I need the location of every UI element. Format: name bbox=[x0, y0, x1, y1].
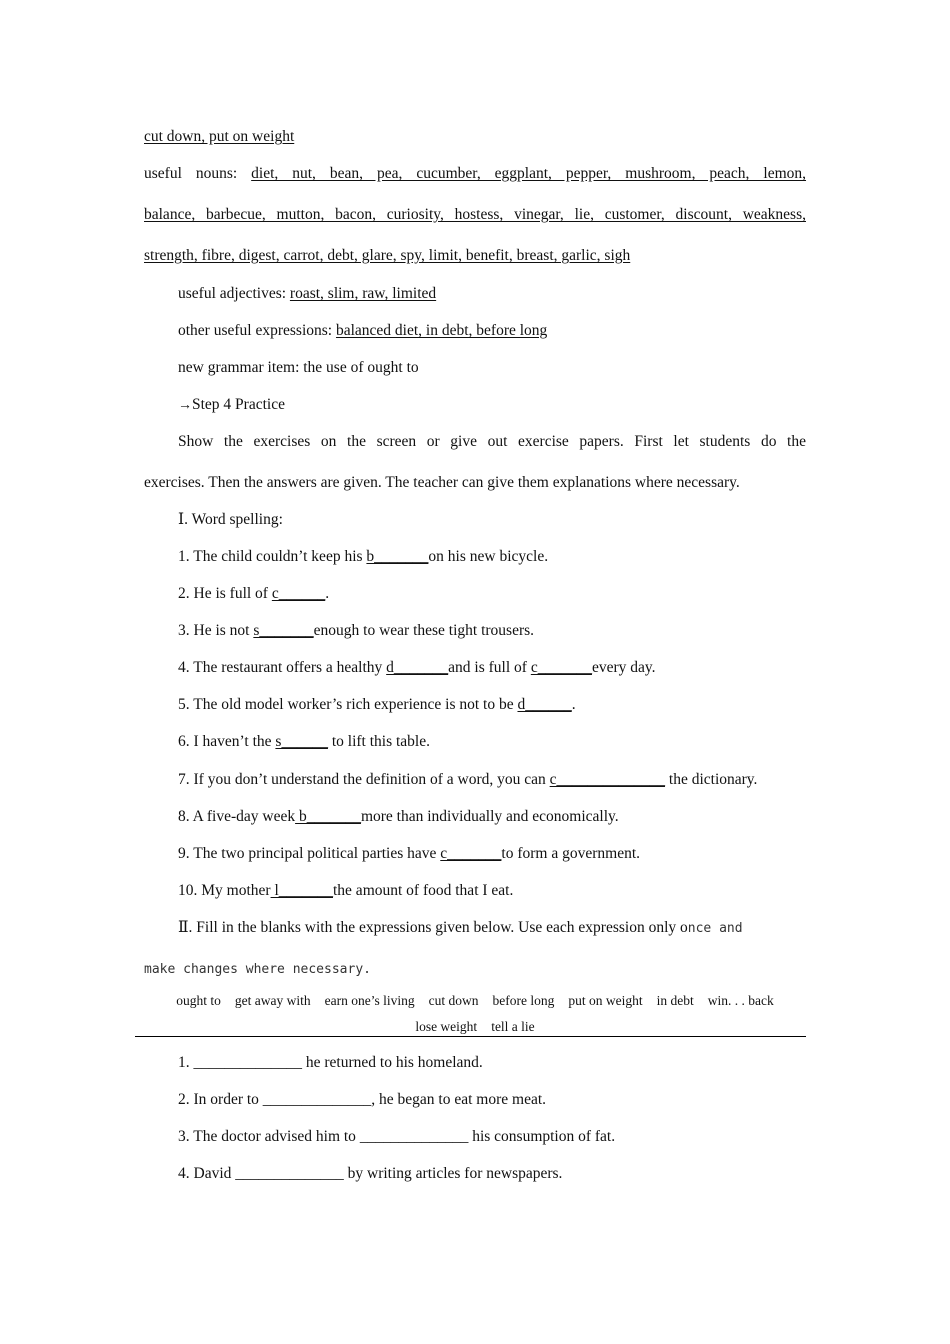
item-text: 4. David bbox=[178, 1165, 236, 1182]
item-text: . bbox=[571, 696, 576, 713]
item-text: , he began to eat more meat. bbox=[371, 1091, 547, 1108]
item-text: 7. If you don’t understand the definition of a word, you can bbox=[178, 771, 550, 788]
expression-option: in debt bbox=[656, 993, 694, 1008]
expression-option: cut down bbox=[428, 993, 479, 1008]
nouns-list-2: balance, barbecue, mutton, bacon, curiosity, hostess, vinegar, lie, customer, discount, weakness, bbox=[144, 206, 806, 223]
item-text: and is full of bbox=[448, 659, 531, 676]
item-text: 9. The two principal political parties have bbox=[178, 845, 441, 862]
arrow-icon: → bbox=[178, 398, 192, 413]
section2-heading-line2: make changes where necessary. bbox=[144, 962, 371, 977]
exercise-item-7 bbox=[178, 770, 757, 790]
nouns-list-1: diet, nut, bean, pea, cucumber, eggplant, pepper, mushroom, peach, lemon, bbox=[251, 165, 807, 182]
step-title: Step 4 Practice bbox=[192, 396, 285, 413]
item-text: the amount of food that I eat. bbox=[333, 882, 514, 899]
item-text: . bbox=[325, 585, 330, 602]
fill-item-2 bbox=[178, 1090, 546, 1110]
exercise-item-1 bbox=[178, 547, 548, 567]
item-text: 6. I haven’t the bbox=[178, 733, 276, 750]
expression-option: win. . . back bbox=[707, 993, 774, 1008]
answer-blank: d______ bbox=[517, 696, 572, 713]
item-text: 8. A five-day week bbox=[178, 808, 296, 825]
exercise-item-8 bbox=[178, 807, 619, 827]
adjectives-label: useful adjectives: bbox=[178, 285, 290, 302]
answer-blank: s_______ bbox=[253, 622, 314, 639]
expression-option: lose weight bbox=[415, 1019, 478, 1034]
exercise-item-4 bbox=[178, 658, 656, 678]
item-text: more than individually and economically. bbox=[360, 808, 619, 825]
nouns-list-3: strength, fibre, digest, carrot, debt, glare, spy, limit, benefit, breast, garlic, sigh bbox=[144, 247, 631, 264]
heading-text-mono: nce and bbox=[687, 921, 743, 936]
item-text: 4. The restaurant offers a healthy bbox=[178, 659, 387, 676]
item-text: to form a government. bbox=[501, 845, 641, 862]
answer-blank: ______________ bbox=[193, 1054, 302, 1071]
item-text: to lift this table. bbox=[327, 733, 430, 750]
answer-blank: c______________ bbox=[549, 771, 666, 788]
fill-item-4 bbox=[178, 1164, 562, 1184]
item-text: he returned to his homeland. bbox=[302, 1054, 483, 1071]
answer-blank: s______ bbox=[275, 733, 328, 750]
answer-blank: c_______ bbox=[530, 659, 592, 676]
answer-blank: d_______ bbox=[386, 659, 449, 676]
step-paragraph-line1: Show the exercises on the screen or give out exercise papers. First let students do the bbox=[178, 433, 806, 450]
heading-text: Ⅱ. Fill in the blanks with the expressions given below. Use each expression only o bbox=[178, 919, 688, 936]
item-text: 1. The child couldn’t keep his bbox=[178, 548, 367, 565]
item-text: 2. In order to bbox=[178, 1091, 263, 1108]
exercise-item-10 bbox=[178, 881, 513, 901]
item-text: enough to wear these tight trousers. bbox=[313, 622, 535, 639]
exercise-item-2 bbox=[178, 584, 329, 604]
useful-nouns-line1 bbox=[144, 164, 806, 184]
item-text: 5. The old model worker’s rich experience is not to be bbox=[178, 696, 518, 713]
expressions-label: other useful expressions: bbox=[178, 322, 336, 339]
answer-blank: b_______ bbox=[366, 548, 429, 565]
grammar-item: new grammar item: the use of ought to bbox=[178, 359, 419, 376]
answer-blank: c______ bbox=[271, 585, 326, 602]
expression-option: before long bbox=[492, 993, 555, 1008]
step-paragraph-line2: exercises. Then the answers are given. The teacher can give them explanations where necessary. bbox=[144, 474, 740, 491]
expression-option: ought to bbox=[176, 993, 221, 1008]
expression-box-row2 bbox=[144, 1018, 806, 1036]
answer-blank: ______________ bbox=[235, 1165, 344, 1182]
expression-option: earn one’s living bbox=[324, 993, 415, 1008]
answer-blank: ______________ bbox=[359, 1128, 469, 1145]
adjectives-list: roast, slim, raw, limited bbox=[289, 285, 437, 302]
useful-adjectives bbox=[178, 284, 436, 304]
section1-heading: Ⅰ. Word spelling: bbox=[178, 511, 283, 528]
exercise-item-6 bbox=[178, 732, 430, 752]
exercise-item-9 bbox=[178, 844, 640, 864]
expression-option: get away with bbox=[234, 993, 311, 1008]
fill-item-1 bbox=[178, 1053, 483, 1073]
fill-item-3 bbox=[178, 1127, 615, 1147]
expression-box-row1 bbox=[144, 992, 806, 1010]
item-text: 2. He is full of bbox=[178, 585, 272, 602]
exercise-item-3 bbox=[178, 621, 534, 641]
item-text: 3. The doctor advised him to bbox=[178, 1128, 360, 1145]
item-text: by writing articles for newspapers. bbox=[343, 1165, 563, 1182]
step-heading bbox=[178, 395, 285, 416]
item-text: the dictionary. bbox=[665, 771, 758, 788]
section2-heading bbox=[178, 918, 743, 939]
exercise-item-5 bbox=[178, 695, 576, 715]
nouns-label: useful nouns: bbox=[144, 165, 252, 182]
useful-expressions bbox=[178, 321, 547, 341]
item-text: 3. He is not bbox=[178, 622, 254, 639]
expressions-list: balanced diet, in debt, before long bbox=[335, 322, 548, 339]
answer-blank: ______________ bbox=[262, 1091, 372, 1108]
expression-option: tell a lie bbox=[491, 1019, 535, 1034]
item-text: 1. bbox=[178, 1054, 194, 1071]
expression-option: put on weight bbox=[568, 993, 643, 1008]
item-text: on his new bicycle. bbox=[428, 548, 549, 565]
item-text: 10. My mother bbox=[178, 882, 271, 899]
answer-blank: c_______ bbox=[440, 845, 502, 862]
answer-blank: l_______ bbox=[270, 882, 333, 899]
box-divider bbox=[135, 1036, 806, 1037]
item-text: his consumption of fat. bbox=[468, 1128, 616, 1145]
item-text: every day. bbox=[591, 659, 656, 676]
vocab-phrases: cut down, put on weight bbox=[144, 128, 295, 145]
answer-blank: b_______ bbox=[295, 808, 361, 825]
